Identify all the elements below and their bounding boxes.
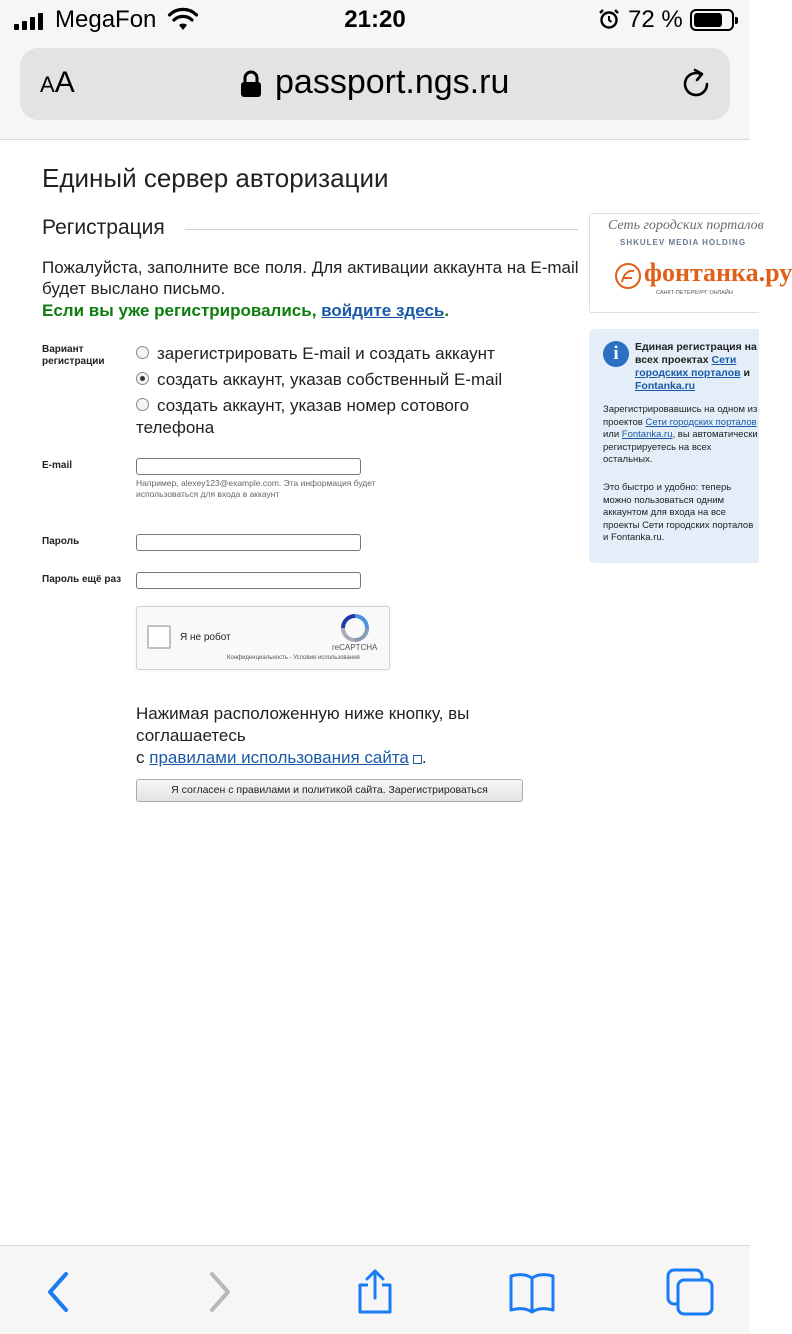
page-title: Единый сервер авторизации [42,163,389,193]
city-portals-link[interactable]: Сети городских порталов [645,416,757,428]
web-page [0,141,792,1245]
info-box [589,329,759,563]
radio-option-own-email[interactable]: создать аккаунт, указав собственный E-mail [136,369,502,391]
url-text: passport.ngs.ru [275,63,510,101]
section-title: Регистрация [42,216,177,240]
fontanka-link[interactable]: Fontanka.ru [621,429,673,440]
info-heading: Единая регистрация на всех проектах Сети городских порталов и Fontanka.ru [635,341,757,392]
radio-button-checked[interactable] [136,372,149,385]
email-hint: Например, alexey123@example.com. Эта информация будет использоваться для входа в аккаунт [136,478,376,499]
clock: 21:20 [344,6,406,33]
partner-title: Сеть городских порталов [608,218,764,233]
chevron-right-icon[interactable] [194,1268,242,1316]
recaptcha-links[interactable]: Конфиденциальность - Условия использования [227,655,360,661]
recaptcha-brand: reCAPTCHA [332,643,378,652]
password-label: Пароль [42,536,80,547]
battery-icon [690,9,734,31]
tabs-icon[interactable] [666,1268,714,1316]
recaptcha-widget [136,606,390,670]
password-repeat-field[interactable] [136,572,361,589]
chevron-left-icon[interactable] [36,1268,84,1316]
email-label: E-mail [42,460,73,471]
address-bar[interactable] [20,48,730,120]
status-bar [0,0,750,40]
intro-text: Пожалуйста, заполните все поля. Для активации аккаунта на E-mail будет выслано письмо. [42,258,579,298]
fontanka-subtitle: САНКТ-ПЕТЕРБУРГ ОНЛАЙН [656,290,733,296]
share-icon[interactable] [351,1268,399,1316]
register-button[interactable]: Я согласен с правилами и политикой сайта. Зарегистрироваться [136,779,523,802]
info-paragraph-2: Это быстро и удобно: теперь можно пользоваться одним аккаунтом для входа на все проекты Сети городских порталов и Fontanka.ru. [603,482,754,543]
captcha-label: Я не робот [180,632,231,643]
email-field[interactable] [136,458,361,475]
fontanka-name: фонтанка.ру [644,258,792,287]
browser-bottom-toolbar [0,1245,750,1334]
password-field[interactable] [136,534,361,551]
radio-button[interactable] [136,398,149,411]
external-link-icon [413,755,422,764]
section-divider [185,229,578,230]
recaptcha-logo-icon [339,613,371,643]
variant-label: Вариант регистрации [42,344,105,367]
carrier-name: MegaFon [55,6,157,33]
partner-banner[interactable] [589,213,792,313]
radio-button[interactable] [136,346,149,359]
fontanka-logo-icon [614,262,642,290]
password-repeat-label: Пароль ещё раз [42,574,122,585]
login-link[interactable]: войдите здесь [321,301,445,320]
book-icon[interactable] [508,1268,556,1316]
browser-top-toolbar [0,40,750,140]
partner-subtitle: SHKULEV MEDIA HOLDING [620,238,747,247]
info-paragraph-1: Зарегистрировавшись на одном из проектов Сети городских порталов или Fontanka.ru, вы автоматически регистрируетесь на всех остальных. [603,404,758,465]
radio-option-register-email[interactable]: зарегистрировать E-mail и создать аккаунт [136,343,495,365]
reload-icon[interactable] [680,68,712,100]
battery-percent: 72 % [628,6,683,33]
lock-icon [240,70,262,98]
fontanka-link[interactable]: Fontanka.ru [635,380,696,392]
already-registered-text: Если вы уже регистрировались, войдите здесь. [42,301,450,320]
site-rules-link[interactable]: правилами использования сайта [149,748,409,767]
agreement-text: Нажимая расположенную ниже кнопку, вы соглашаетесь с правилами использования сайта . [136,704,470,767]
captcha-checkbox[interactable] [147,625,171,649]
radio-option-phone[interactable]: создать аккаунт, указав номер сотового телефона [136,396,470,437]
alarm-icon [598,8,620,30]
city-portals-link[interactable]: Сети городских порталов [635,354,741,379]
text-size-button[interactable]: AA [40,66,75,99]
info-icon: i [603,341,629,367]
